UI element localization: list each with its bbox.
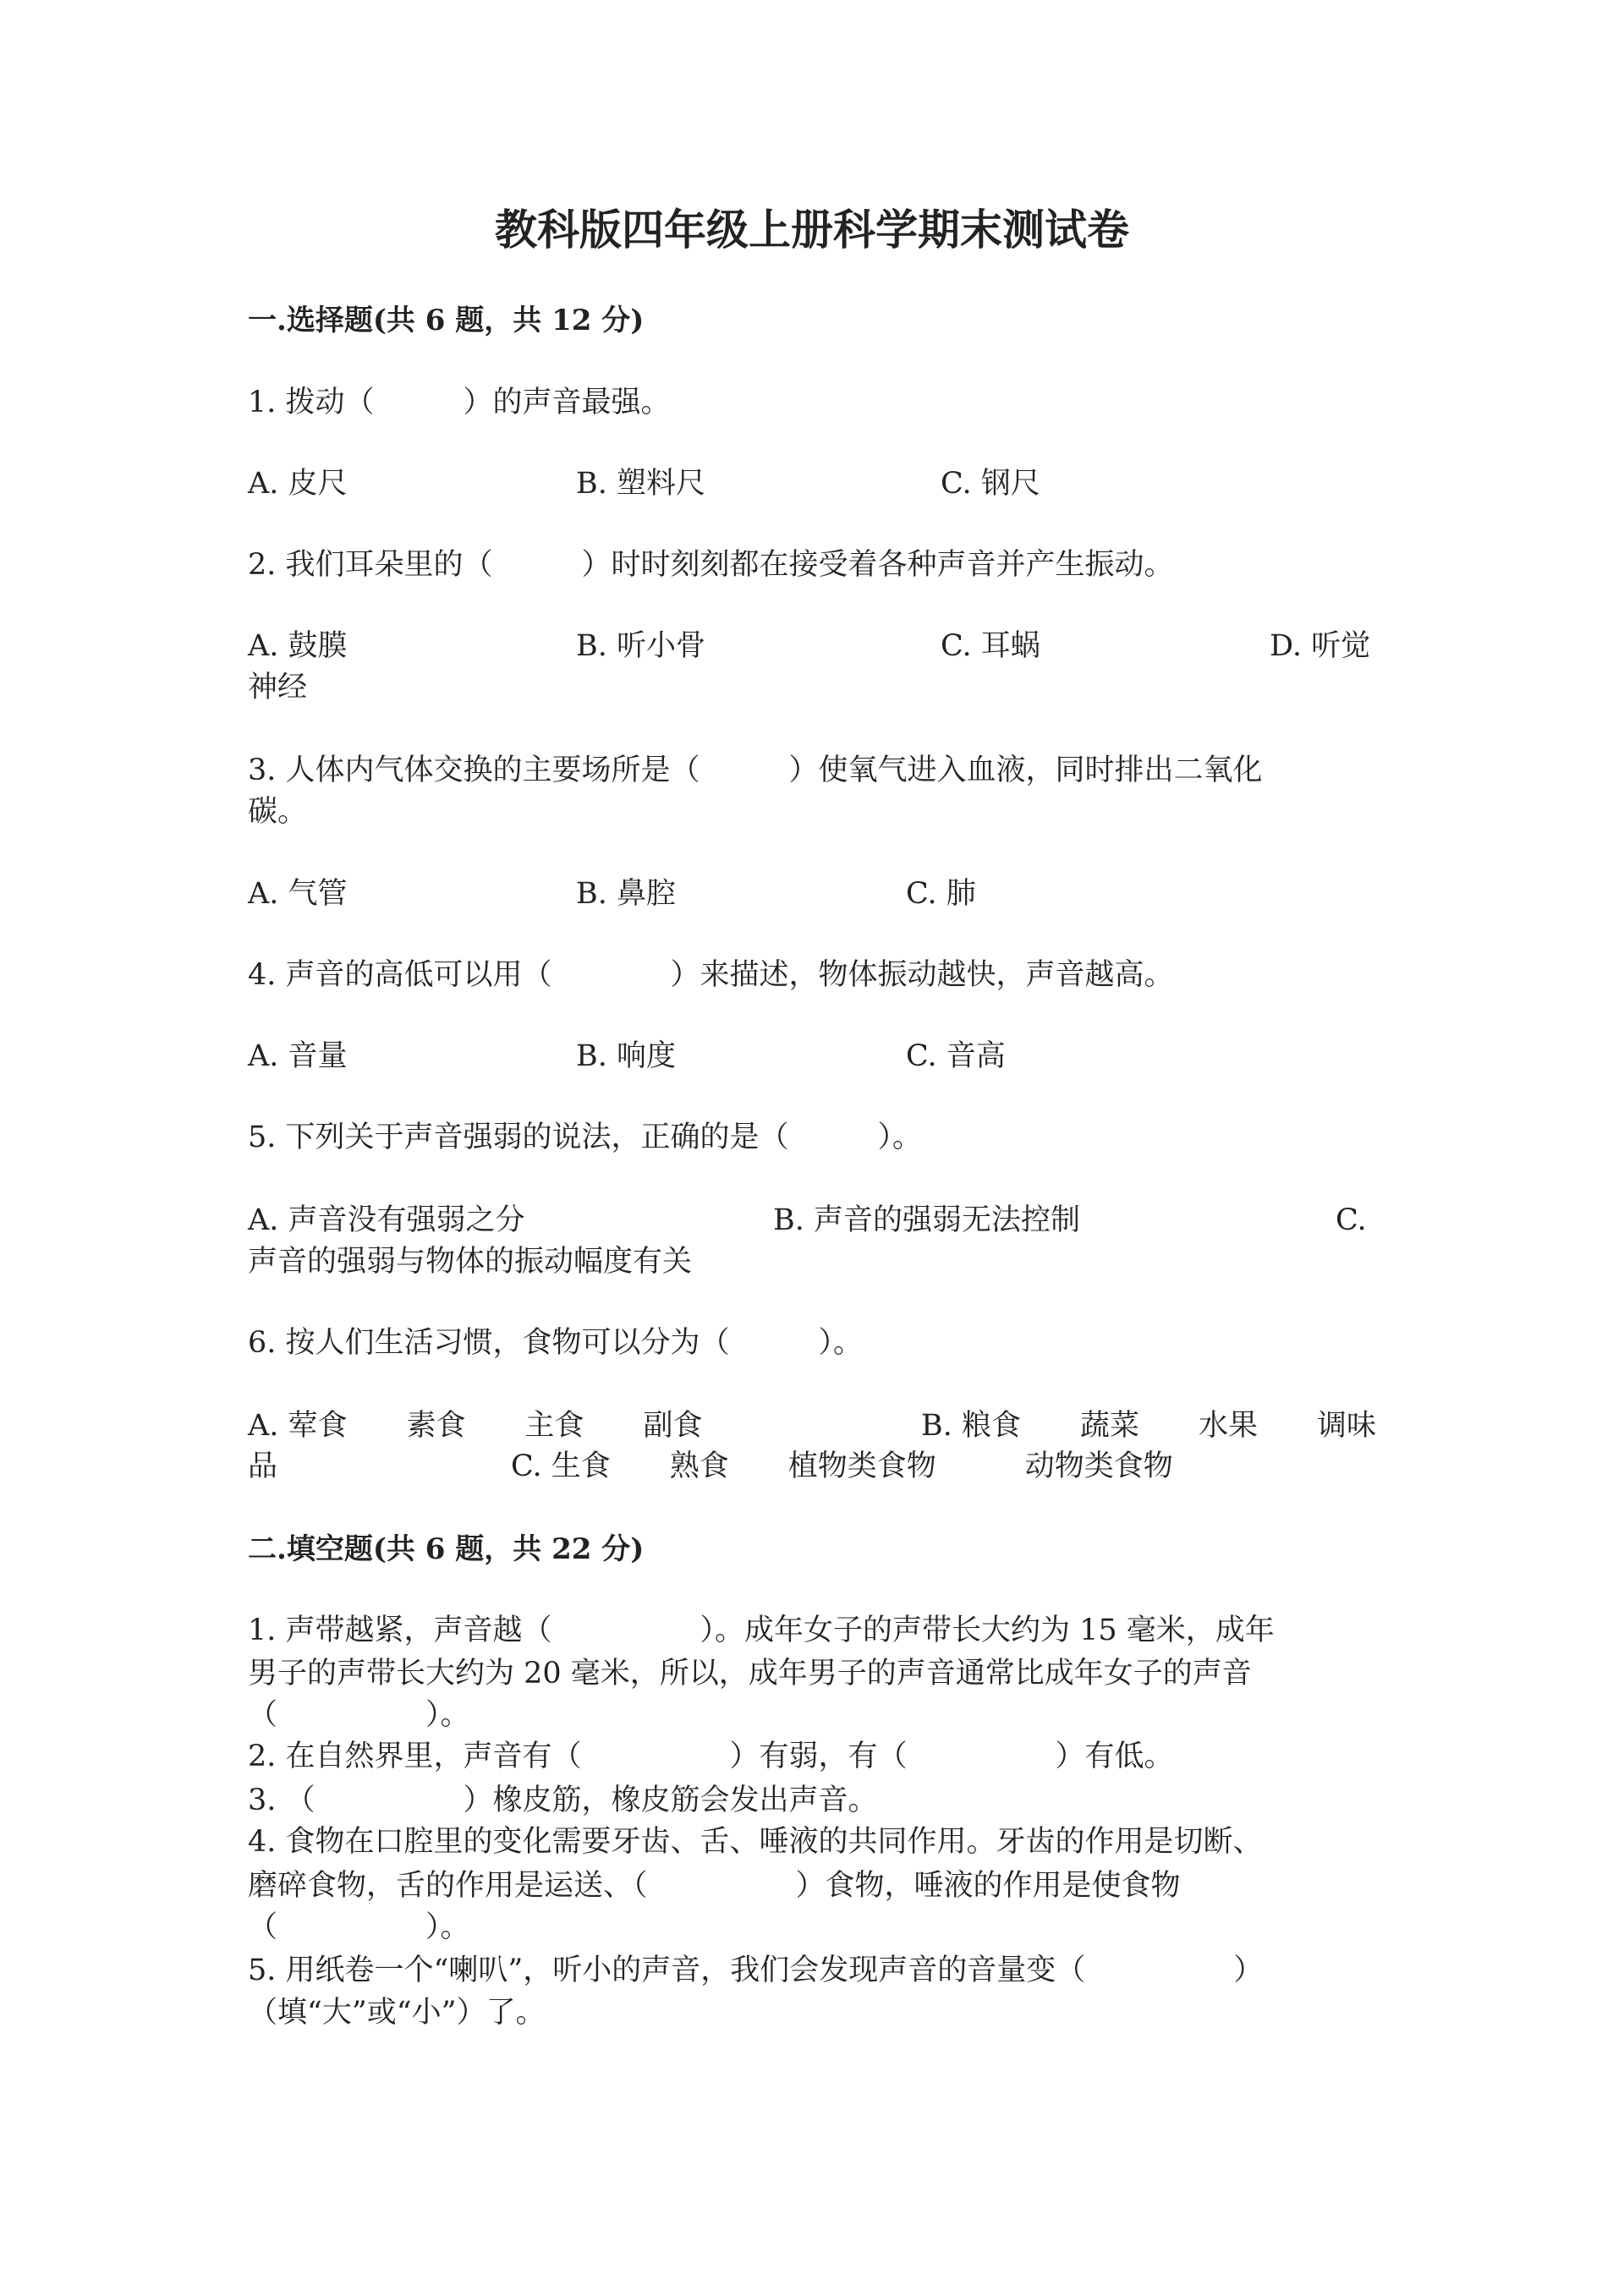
question-3-stem-wrap: 碳。	[248, 795, 308, 829]
option-a: A. 皮尺	[248, 467, 348, 501]
option-a: A. 鼓膜	[248, 629, 348, 663]
fill-line: 男子的声带长大约为 20 毫米，所以，成年男子的声音通常比成年女子的声音	[248, 1657, 1252, 1690]
fill-line: 5. 用纸卷一个“喇叭”，听小的声音，我们会发现声音的音量变（ ）	[248, 1954, 1264, 1987]
fill-line: 4. 食物在口腔里的变化需要牙齿、舌、唾液的共同作用。牙齿的作用是切断、	[248, 1825, 1263, 1859]
option-c: C. 音高	[906, 1039, 1006, 1073]
question-2-stem: 2. 我们耳朵里的（ ）时时刻刻都在接受着各种声音并产生振动。	[248, 548, 1174, 582]
fill-line: 2. 在自然界里，声音有（ ）有弱，有（ ）有低。	[248, 1740, 1174, 1773]
option-b-wrap: 品	[248, 1449, 278, 1483]
option-c-wrap: 声音的强弱与物体的振动幅度有关	[248, 1245, 693, 1279]
fill-line: （填“大”或“小”）了。	[248, 1996, 546, 2030]
option-c: C. 肺	[906, 877, 976, 911]
option-a: A. 荤食 素食 主食 副食	[248, 1409, 703, 1443]
option-c: C. 钢尺	[941, 467, 1040, 501]
question-4-stem: 4. 声音的高低可以用（ ）来描述，物体振动越快，声音越高。	[248, 958, 1174, 992]
question-3-stem: 3. 人体内气体交换的主要场所是（ ）使氧气进入血液，同时排出二氧化	[248, 753, 1263, 787]
section-heading-fill: 二.填空题(共 6 题，共 22 分)	[248, 1532, 645, 1566]
fill-line: 磨碎食物，舌的作用是运送、（ ）食物，唾液的作用是使食物	[248, 1869, 1181, 1903]
option-c: C. 生食 熟食 植物类食物 动物类食物	[511, 1449, 1173, 1483]
option-c: C. 耳蜗	[941, 629, 1040, 663]
option-d-wrap: 神经	[248, 671, 308, 704]
option-b: B. 粮食 蔬菜 水果 调味	[921, 1409, 1376, 1443]
option-b: B. 听小骨	[576, 629, 705, 663]
question-5-stem: 5. 下列关于声音强弱的说法，正确的是（ ）。	[248, 1121, 923, 1154]
fill-line: 3. （ ）橡皮筋，橡皮筋会发出声音。	[248, 1784, 878, 1817]
fill-line: 1. 声带越紧，声音越（ ）。成年女子的声带长大约为 15 毫米，成年	[248, 1614, 1275, 1647]
option-b: B. 塑料尺	[576, 467, 705, 501]
option-c: C.	[1336, 1203, 1367, 1237]
option-a: A. 音量	[248, 1039, 348, 1073]
question-1-stem: 1. 拨动（ ）的声音最强。	[248, 386, 671, 419]
option-b: B. 鼻腔	[576, 877, 676, 911]
option-a: A. 气管	[248, 877, 348, 911]
fill-line: （ ）。	[248, 1698, 470, 1732]
option-b: B. 响度	[576, 1039, 676, 1073]
option-d: D. 听觉	[1270, 629, 1371, 663]
fill-line: （ ）。	[248, 1910, 470, 1944]
question-6-stem: 6. 按人们生活习惯，食物可以分为（ ）。	[248, 1326, 864, 1360]
page-title: 教科版四年级上册科学期末测试卷	[495, 205, 1129, 255]
option-a: A. 声音没有强弱之分	[248, 1203, 525, 1237]
section-heading-choice: 一.选择题(共 6 题，共 12 分)	[248, 304, 645, 337]
option-b: B. 声音的强弱无法控制	[773, 1203, 1080, 1237]
